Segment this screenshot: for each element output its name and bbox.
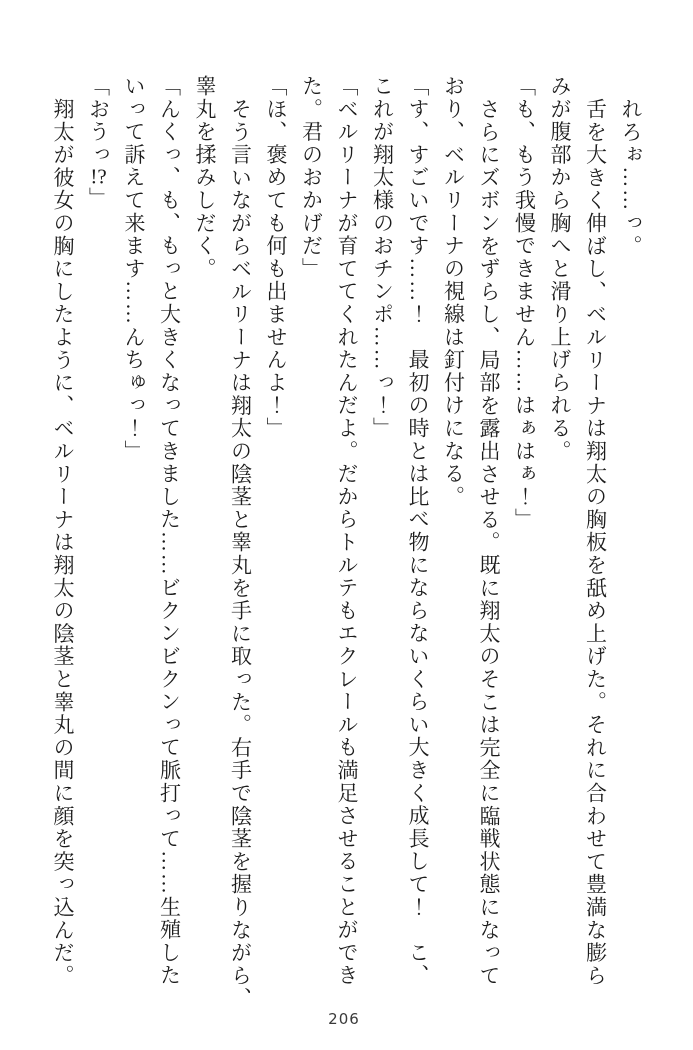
text-column: 「も、もう我慢できません……はぁはぁ！」 [512,75,537,531]
text-column: いって訴えて来ます……んちゅっ！」 [122,75,146,463]
text-column: 睾丸を揉みしだく。 [193,75,217,281]
text-column: 「ほ、褒めても何も出ませんよ！」 [264,75,288,440]
exclamation-question-mark: !? [90,166,107,188]
text-column: 「んくっ、も、もっと大きくなってきました……ビクンビクンって脈打って……生殖した [157,75,182,987]
text-column: 「ベルリーナが育ててくれたんだよ。だからトルテもエクレールも満足させることができ [335,75,359,987]
page-number: 206 [328,1010,360,1028]
text-column: これが翔太様のおチンポ……っ！」 [370,75,395,440]
text-column: た。君のおかげだ」 [299,75,324,281]
text-column: みが腹部から胸へと滑り上げられる。 [548,75,572,463]
main-text [45,75,649,1010]
text-column: 舌を大きく伸ばし、ベルリーナは翔太の胸板を舐め上げた。それに合わせて豊満な膨ら [583,97,608,987]
text-column: そう言いながらベルリーナは翔太の陰茎と睾丸を手に取った。右手で陰茎を握りながら、 [228,97,253,1010]
text-column: 翔太が彼女の胸にしたように、ベルリーナは翔太の陰茎と睾丸の間に顔を突っ込んだ。 [51,97,75,987]
text-column: さらにズボンをずらし、局部を露出させる。既に翔太のそこは完全に臨戦状態になって [477,97,501,987]
text-column: おり、ベルリーナの視線は釘付けになる。 [441,75,466,509]
text-column: 「す、すごいです……！ 最初の時とは比べ物にならないくらい大きく成長して！ こ、 [406,75,430,987]
text-column: れろぉ……っ。 [619,97,643,258]
text-column: 「おうっ!?」 [86,75,111,211]
